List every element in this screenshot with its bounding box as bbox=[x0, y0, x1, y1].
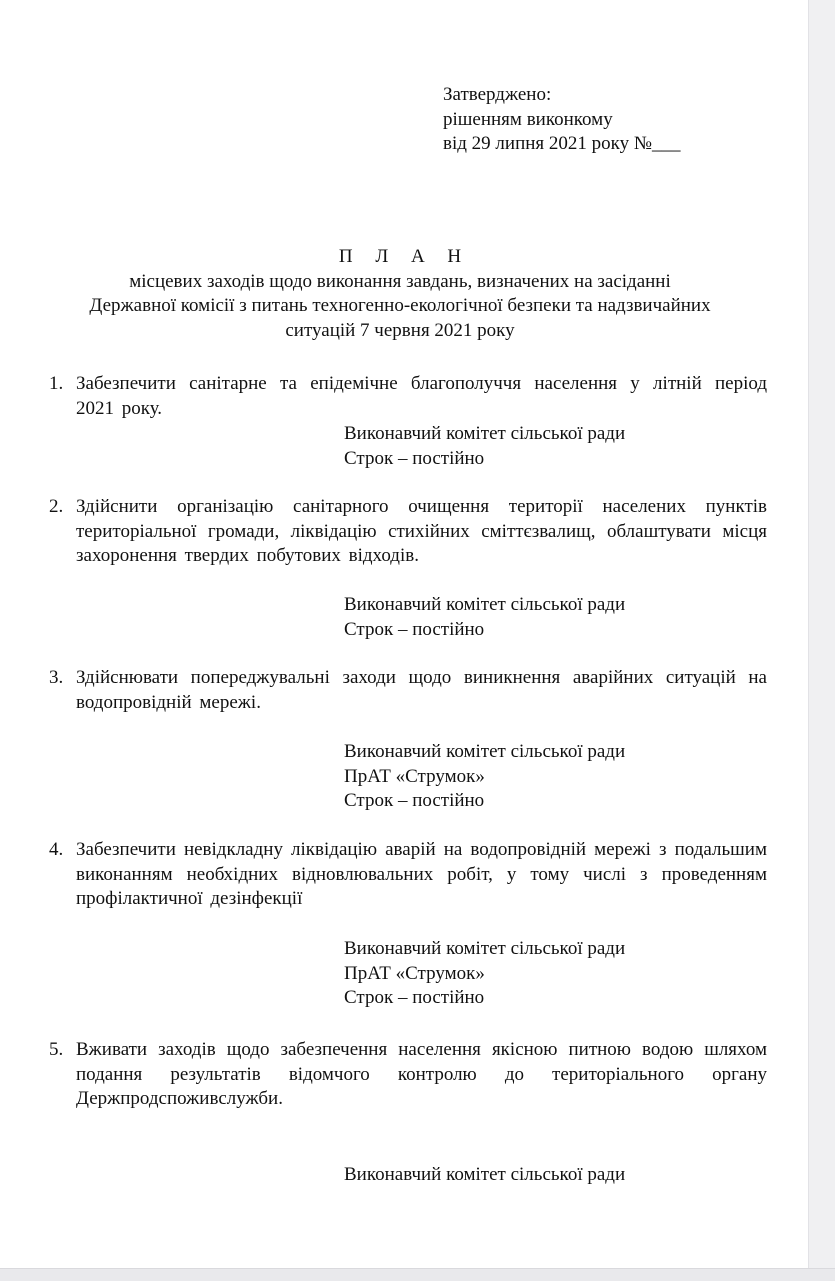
plan-heading: П Л А Н bbox=[338, 246, 471, 267]
title-line-2: Державної комісії з питань техногенно-екологічної безпеки та надзвичайних bbox=[89, 295, 711, 316]
approval-line-1: Затверджено: bbox=[443, 84, 552, 105]
title-line-3: ситуацій 7 червня 2021 року bbox=[285, 319, 515, 341]
item-text: Здійснювати попереджувальні заходи щодо виникнення аварійних ситуацій на водопровідній мережі. bbox=[76, 667, 767, 713]
plan-item-4 bbox=[44, 838, 767, 912]
item-text: Забезпечити санітарне та епідемічне благополуччя населення у літній період 2021 року. bbox=[76, 373, 767, 419]
approval-line-3: від 29 липня 2021 року №___ bbox=[443, 133, 681, 154]
item-2-responsible-block bbox=[344, 593, 764, 642]
responsible-party: ПрАТ «Струмок» bbox=[344, 962, 485, 984]
item-number: 5. bbox=[49, 1039, 64, 1060]
responsible-party: Виконавчий комітет сільської ради bbox=[344, 594, 626, 615]
item-number: 1. bbox=[49, 373, 64, 394]
responsible-party: ПрАТ «Струмок» bbox=[344, 765, 485, 787]
item-1-responsible-block bbox=[344, 422, 764, 471]
item-4-responsible-block bbox=[344, 937, 764, 1011]
viewer-side-margin bbox=[808, 0, 835, 1280]
viewer-bottom-margin bbox=[0, 1268, 835, 1281]
deadline: Строк – постійно bbox=[344, 618, 485, 640]
plan-item-5 bbox=[44, 1038, 767, 1112]
deadline: Строк – постійно bbox=[344, 987, 485, 1008]
document-title bbox=[30, 245, 770, 343]
item-text: Забезпечити невідкладну ліквідацію аварій на водопровідній мережі з подальшим виконанням необхідних відновлювальних робіт, у тому числі з проведенням профілактичної дезінфекції bbox=[76, 839, 767, 909]
item-number: 4. bbox=[49, 839, 64, 860]
item-5-responsible-block bbox=[344, 1163, 764, 1188]
plan-item-1 bbox=[44, 372, 767, 421]
title-line-1: місцевих заходів щодо виконання завдань, визначених на засіданні bbox=[129, 270, 671, 292]
responsible-party: Виконавчий комітет сільської ради bbox=[344, 1164, 626, 1185]
responsible-party: Виконавчий комітет сільської ради bbox=[344, 938, 626, 959]
responsible-party: Виконавчий комітет сільської ради bbox=[344, 741, 626, 762]
deadline: Строк – постійно bbox=[344, 447, 485, 469]
responsible-party: Виконавчий комітет сільської ради bbox=[344, 423, 626, 444]
item-3-responsible-block bbox=[344, 740, 764, 814]
deadline: Строк – постійно bbox=[344, 790, 485, 811]
plan-item-2 bbox=[44, 495, 767, 569]
item-number: 3. bbox=[49, 667, 64, 688]
item-text: Здійснити організацію санітарного очищення території населених пунктів територіальної громади, ліквідацію стихійних сміттєзвалищ, облаштувати місця захоронення твердих побутових відходів. bbox=[76, 496, 767, 566]
approval-stamp-block bbox=[443, 83, 773, 157]
item-text: Вживати заходів щодо забезпечення населення якісною питною водою шляхом подання результатів відомчого контролю до територіального органу Держпродспоживслужби. bbox=[76, 1039, 767, 1109]
approval-line-2: рішенням виконкому bbox=[443, 108, 613, 130]
item-number: 2. bbox=[49, 496, 64, 517]
plan-item-3 bbox=[44, 666, 767, 715]
